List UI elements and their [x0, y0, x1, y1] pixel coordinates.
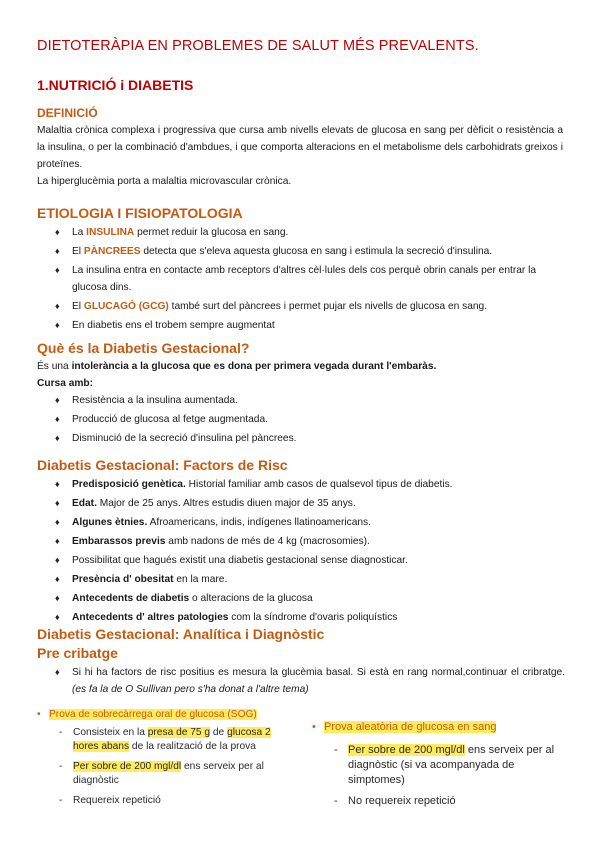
heading-analitica-diagnostic: Diabetis Gestacional: Analítica i Diagnòstic: [37, 626, 325, 642]
factors-list: [55, 476, 565, 628]
diamond-bullet-icon: ♦: [55, 395, 60, 405]
list-item: ♦ Predisposició genètica. Historial familiar amb casos de qualsevol tipus de diabetis.: [55, 476, 565, 493]
dash-bullet-icon: -: [334, 795, 338, 807]
document-title: DIETOTERÀPIA EN PROBLEMES DE SALUT MÉS PREVALENTS.: [37, 38, 479, 54]
list-item: - Per sobre de 200 mgl/dl ens serveix per al diagnòstic: [59, 761, 264, 786]
heading-factors-de-risc: Diabetis Gestacional: Factors de Risc: [37, 457, 288, 473]
gestacional-list: [55, 392, 565, 449]
aleatoria-heading: • Prova aleatòria de glucosa en sang: [312, 721, 497, 733]
heading-pre-cribatge: Pre cribatge: [37, 645, 118, 661]
heading-diabetis-gestacional: Què és la Diabetis Gestacional?: [37, 340, 250, 356]
diamond-bullet-icon: ♦: [55, 227, 60, 237]
list-item: - Consisteix en la presa de 75 g de glucosa 2 hores abans de la realització de la prova: [59, 727, 271, 752]
diamond-bullet-icon: ♦: [55, 536, 60, 546]
diamond-bullet-icon: ♦: [55, 320, 60, 330]
dash-bullet-icon: -: [334, 744, 338, 756]
list-item: ♦ Algunes ètnies. Afroamericans, indis, indígenes llatinoamericans.: [55, 514, 565, 531]
list-item: ♦ Antecedents de diabetis o alteracions de la glucosa: [55, 590, 565, 607]
definicio-paragraph-1: Malaltia crònica complexa i progressiva que cursa amb nivells elevats de glucosa en sang per dèficit o resistència a la insulina, o per la combinació d'ambdues, i que comporta alteracions en el metabolisme dels carbohidrats greixos i proteïnes.: [37, 125, 563, 170]
list-item: ♦ Resistència a la insulina aumentada.: [55, 392, 565, 409]
list-item: - No requereix repetició: [334, 795, 456, 807]
diamond-bullet-icon: ♦: [55, 667, 60, 677]
diamond-bullet-icon: ♦: [55, 246, 60, 256]
list-item: ♦ Si hi ha factors de risc positius es mesura la glucèmia basal. Si està en rang normal,continuar el cribratge. (es fa la de O Sullivan pero s'ha donat a l'altre tema): [55, 664, 565, 698]
diamond-bullet-icon: ♦: [55, 433, 60, 443]
diamond-bullet-icon: ♦: [55, 301, 60, 311]
bullet-dot-icon: •: [312, 721, 316, 733]
list-item: ♦ Presència d' obesitat en la mare.: [55, 571, 565, 588]
dash-bullet-icon: -: [59, 727, 63, 738]
diamond-bullet-icon: ♦: [55, 574, 60, 584]
list-item: ♦ El GLUCAGÓ (GCG) també surt del pàncrees i permet pujar els nivells de glucosa en sang.: [55, 298, 565, 315]
list-item: - Requereix repetició: [59, 795, 161, 806]
list-item: ♦ Antecedents d' altres patologies com la síndrome d'ovaris poliquístics: [55, 609, 565, 626]
aleatoria-list: [312, 743, 562, 809]
heading-etiologia: ETIOLOGIA I FISIOPATOLOGIA: [37, 205, 243, 221]
list-item: ♦ Producció de glucosa al fetge augmentada.: [55, 411, 565, 428]
sog-heading: • Prova de sobrecàrrega oral de glucosa (SOG): [37, 709, 257, 720]
list-item: - Per sobre de 200 mgl/dl ens serveix per al diagnòstic (si va acompanyada de simptomes): [334, 744, 555, 786]
pre-cribatge-list: [55, 664, 565, 700]
diamond-bullet-icon: ♦: [55, 265, 60, 275]
list-item: ♦ La insulina entra en contacte amb receptors d'altres cèl·lules dels cos perquè obrin canals per entrar la glucosa dins.: [55, 262, 565, 296]
list-item: ♦ Possibilitat que hagués existit una diabetis gestacional sense diagnosticar.: [55, 552, 565, 569]
list-item: ♦ El PÀNCREES detecta que s'eleva aquesta glucosa en sang i estimula la secreció d'insulina.: [55, 243, 565, 260]
bullet-dot-icon: •: [37, 709, 41, 720]
diamond-bullet-icon: ♦: [55, 612, 60, 622]
etiologia-list: [55, 224, 565, 336]
diamond-bullet-icon: ♦: [55, 498, 60, 508]
section-heading-nutricio-diabetis: 1.NUTRICIÓ i DIABETIS: [37, 77, 194, 93]
cursa-amb-label: Cursa amb:: [37, 378, 94, 389]
dash-bullet-icon: -: [59, 761, 63, 772]
diamond-bullet-icon: ♦: [55, 479, 60, 489]
diamond-bullet-icon: ♦: [55, 517, 60, 527]
list-item: ♦ La INSULINA permet reduir la glucosa en sang.: [55, 224, 565, 241]
column-sog: [37, 708, 277, 814]
definicio-text: [37, 122, 563, 190]
list-item: ♦ Edat. Major de 25 anys. Altres estudis diuen major de 35 anys.: [55, 495, 565, 512]
list-item: ♦ Disminució de la secreció d'insulina pel pàncrees.: [55, 430, 565, 447]
definicio-paragraph-2: La hiperglucèmia porta a malaltia microvascular crònica.: [37, 176, 292, 187]
sog-list: [37, 726, 277, 808]
dash-bullet-icon: -: [59, 795, 63, 806]
diamond-bullet-icon: ♦: [55, 593, 60, 603]
list-item: ♦ En diabetis ens el trobem sempre augmentat: [55, 317, 565, 334]
list-item: ♦ Embarassos previs amb nadons de més de 4 kg (macrosomies).: [55, 533, 565, 550]
heading-definicio: DEFINICIÓ: [37, 106, 98, 120]
column-prova-aleatoria: [312, 720, 562, 815]
diamond-bullet-icon: ♦: [55, 414, 60, 424]
gestacional-definition: És una intolerància a la glucosa que es dona per primera vegada durant l'embaràs. Cursa amb:: [37, 361, 437, 389]
diamond-bullet-icon: ♦: [55, 555, 60, 565]
